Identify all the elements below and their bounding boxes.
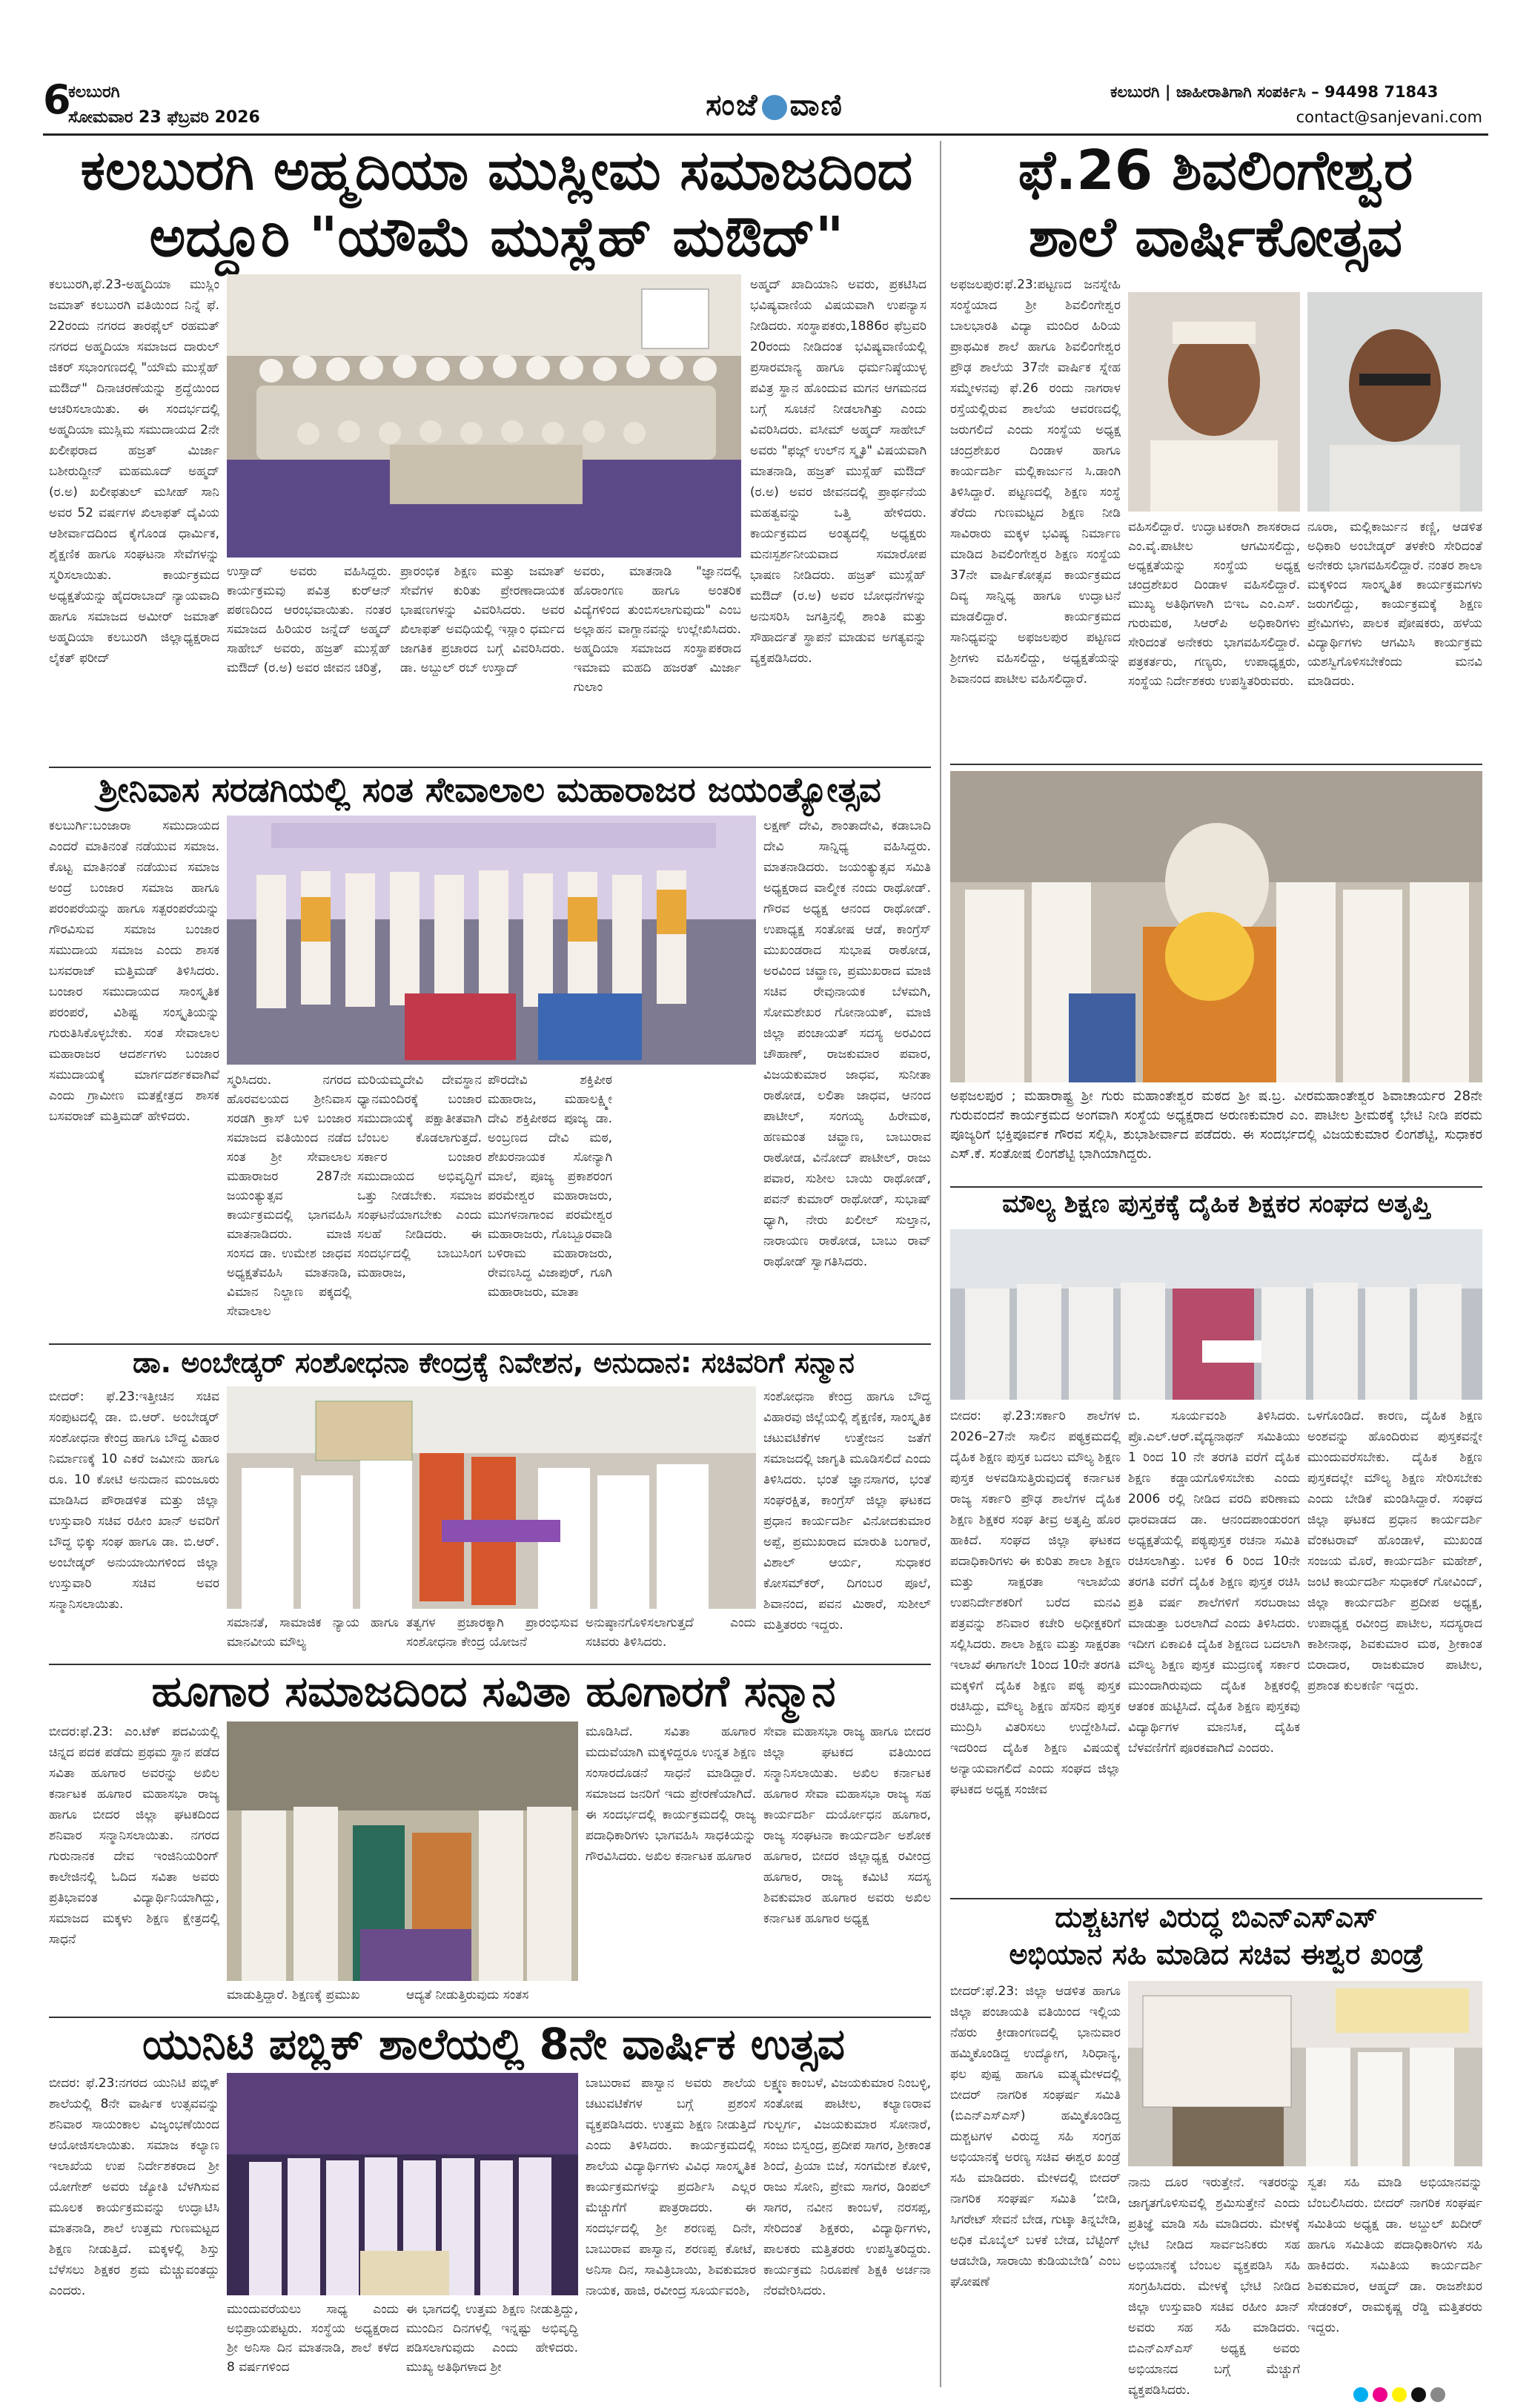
- divider: [49, 1343, 931, 1345]
- story2-headline: ಶ್ರೀನಿವಾಸ ಸರಡಗಿಯಲ್ಲಿ ಸಂತ ಸೇವಾಲಾಲ ಮಹಾರಾಜರ ಜಯಂತ್ಯೋತ್ಸವ: [99, 770, 881, 810]
- story3-caption-col2: ತತ್ವಗಳ ಪ್ರಚಾರಕ್ಕಾಗಿ ಪ್ರಾರಂಭಿಸುವ ಸಂಶೋಧನಾ ಕೇಂದ್ರ ಯೋಜನೆ: [406, 1615, 578, 1650]
- story6-headline-line1: ಫೆ.26 ಶಿವಲಿಂಗೇಶ್ವರ: [1018, 139, 1413, 202]
- masthead-logo-icon: [762, 95, 787, 120]
- story4-col1: ಬೀದರ:ಫೆ.23: ಎಂ.ಟೆಕ್ ಪದವಿಯಲ್ಲಿ ಚಿನ್ನದ ಪದಕ ಪಡೆದು ಪ್ರಥಮ ಸ್ಥಾನ ಪಡೆದ ಸವಿತಾ ಹೂಗಾರ ಅವರನ್ನು ಅಖಿಲ ಕರ್ನಾಟಕ ಹೂಗಾರ ಮಹಾಸಭಾ ರಾಜ್ಯ ಹಾಗೂ ಬೀದರ ಜಿಲ್ಲಾ ಘಟಕದಿಂದ ಶನಿವಾರ ಸನ್ಮಾನಿಸಲಾಯಿತು. ನಗರದ ಗುರುನಾನಕ ದೇವ ಇಂಜಿನಿಯರಿಂಗ್ ಕಾಲೇಜಿನಲ್ಲಿ ಓದಿದ ಸವಿತಾ ಅವರು ಪ್ರತಿಭಾವಂತ ವಿದ್ಯಾರ್ಥಿನಿಯಾಗಿದ್ದು, ಸಮಾಜದ ಮಕ್ಕಳು ಶಿಕ್ಷಣ ಕ್ಷೇತ್ರದಲ್ಲಿ ಸಾಧನೆ: [49, 1724, 219, 1947]
- story2-col3: ಮರಿಯಮ್ಮದೇವಿ ದೇವಸ್ಥಾನ ಧ್ಯಾನಮಂದಿರಕ್ಕೆ ಬಂಜಾರ ಸಮುದಾಯಕ್ಕೆ ಪಕ್ಷಾತೀತವಾಗಿ ಬೆಂಬಲ ಕೊಡಲಾಗುತ್ತದೆ. ಸರ್ಕಾರ ಬಂಜಾರ ಸಮುದಾಯದ ಅಭಿವೃದ್ಧಿಗೆ ಒತ್ತು ನೀಡಬೇಕು. ಸಮಾಜ ಸಂಘಟನೆಯಾಗಬೇಕು ಎಂದು ಸಲಹೆ ನೀಡಿದರು. ಈ ಸಂದರ್ಭದಲ್ಲಿ ಬಾಬುಸಿಂಗ ಮಹಾರಾಜ,: [357, 1073, 482, 1280]
- story1-caption-col3: ಅವರು, ಮಾತನಾಡಿ "ಜ್ಞಾನದಲ್ಲಿ ಹೊರಾಂಗಣ ಹಾಗೂ ಅಂತರಿಕ ವಿದ್ಯೆಗಳಿಂದ ತುಂಬಿಸಲಾಗುವುದು" ಎಂಬ ಅಲ್ಲಾಹನ ವಾಗ್ದಾನವನ್ನು ಉಲ್ಲೇಖಿಸಿದರು. ಅಹ್ಮದಿಯಾ ಸಮಾಜದ ಸಂಸ್ಥಾಪಕರಾದ ಇಮಾಮ ಮಹದಿ ಹಜರತ್ ಮಿರ್ಜಾ ಗುಲಾಂ: [574, 564, 741, 695]
- story3-caption-col3: ಅನುಷ್ಠಾನಗೊಳಿಸಲಾಗುತ್ತದೆ ಎಂದು ಸಚಿವರು ತಿಳಿಸಿದರು.: [586, 1615, 756, 1650]
- header-city: ಕಲಬುರಗಿ: [68, 83, 120, 102]
- story6-headline-line2: ಶಾಲೆ ವಾರ್ಷಿಕೋತ್ಸವ: [1028, 205, 1403, 269]
- story5-col1: ಬೀದರ: ಫೆ.23:ನಗರದ ಯುನಿಟಿ ಪಬ್ಲಿಕ್ ಶಾಲೆಯಲ್ಲಿ 8ನೇ ವಾರ್ಷಿಕ ಉತ್ಸವವನ್ನು ಶನಿವಾರ ಸಾಯಂಕಾಲ ವಿಜೃಂಭಣೆಯಿಂದ ಆಯೋಜಿಸಲಾಯಿತು. ಸಮಾಜ ಕಲ್ಯಾಣ ಇಲಾಖೆಯ ಉಪ ನಿರ್ದೇಶಕರಾದ ಶ್ರೀ ಯೋಗೇಶ್ ಅವರು ಜ್ಯೋತಿ ಬೆಳಗಿಸುವ ಮೂಲಕ ಕಾರ್ಯಕ್ರಮವನ್ನು ಉದ್ಘಾಟಿಸಿ ಮಾತನಾಡಿ, ಶಾಲೆ ಉತ್ತಮ ಗುಣಮಟ್ಟದ ಶಿಕ್ಷಣ ನೀಡುತ್ತಿದೆ. ಮಕ್ಕಳಲ್ಲಿ ಶಿಸ್ತು ಬೆಳೆಸಲು ಶಿಕ್ಷಕರ ಶ್ರಮ ಮೆಚ್ಚುವಂತದ್ದು ಎಂದರು.: [49, 2076, 219, 2298]
- story1-caption-col1: ಉಸ್ತಾದ್ ಅವರು ವಹಿಸಿದ್ದರು. ಕಾರ್ಯಕ್ರಮವು ಪವಿತ್ರ ಕುರ್‌ಆನ್ ಪಠಣದಿಂದ ಆರಂಭವಾಯಿತು. ನಂತರ ಸಮಾಜದ ಹಿರಿಯರ ಜನ್ನೆದ್ ಅಹ್ಮದ್ ಸಾಹೇಬ್ ಅವರು, ಹಜ್ರತ್ ಮುಸ್ಲೆಹ್ ಮಔದ್ (ರ.ಅ) ಅವರ ಜೀವನ ಚರಿತ್ರೆ,: [227, 564, 391, 675]
- story8-photo: [1128, 1981, 1482, 2166]
- divider: [49, 2017, 931, 2018]
- story2-col4: ಪೌರದೇವಿ ಶಕ್ತಿಪೀಠ ಮಹಾರಾಜ, ಮಹಾಲಕ್ಷ್ಮೀ ದೇವಿ ಶಕ್ತಿಪೀಠದ ಪೂಜ್ಯ ಡಾ. ಅಂಬ್ರಣದ ದೇವಿ ಮಠ, ಶೇಖರನಾಯಕ ಸೋನ್ಯಾಗಿ ಮಾಲೆ, ಪೂಜ್ಯ ಪ್ರಕಾಶರಂಗ ಪರಮೇಶ್ವರ ಮಹಾರಾಜರು, ಮುಗಳನಾಗಾಂವ ಪರಮೇಶ್ವರ ಮಹಾರಾಜರು, ಗೊಬ್ಬೂರವಾಡಿ ಬಳಿರಾಮ ಮಹಾರಾಜರು, ರೇವಣಸಿದ್ಧ ವಿಜಾಪುರ್, ಗೂಗಿ ಮಹಾರಾಜರು, ಮಾತಾ: [488, 1073, 612, 1300]
- header-date: ಸೋಮವಾರ 23 ಫೆಬ್ರವರಿ 2026: [68, 108, 260, 127]
- header-rule: [43, 133, 1488, 136]
- story3-caption-col1: ಸಮಾನತೆ, ಸಾಮಾಜಿಕ ನ್ಯಾಯ ಹಾಗೂ ಮಾನವೀಯ ಮೌಲ್ಯ: [227, 1615, 399, 1650]
- divider: [950, 764, 1482, 765]
- grey-dot: [1430, 2387, 1445, 2402]
- story6-col3: ನೂರಾ, ಮಲ್ಲಿಕಾರ್ಜುನ ಕಣ್ಣಿ, ಆಡಳಿತ ಅಧಿಕಾರಿ ಅಂಬೇಡ್ಕರ್ ತಳಕೇರಿ ಸೇರಿದಂತೆ ಅನೇಕರು ಭಾಗವಹಿಸಲಿದ್ದಾರೆ. ನಂತರ ಶಾಲಾ ಮಕ್ಕಳಿಂದ ಸಾಂಸ್ಕೃತಿಕ ಕಾರ್ಯಕ್ರಮಗಳು ಜರುಗಲಿದ್ದು, ಕಾರ್ಯಕ್ರಮಕ್ಕೆ ಶಿಕ್ಷಣ ಪ್ರೇಮಿಗಳು, ಪಾಲಕ ಪೋಷಕರು, ಹಳೆಯ ವಿದ್ಯಾರ್ಥಿಗಳು ಆಗಮಿಸಿ ಕಾರ್ಯಕ್ರಮ ಯಶಸ್ವಿಗೊಳಿಸಬೇಕೆಂದು ಮನವಿ ಮಾಡಿದರು.: [1307, 520, 1482, 689]
- divider: [49, 767, 931, 768]
- story3-col1: ಬೀದರ್: ಫೆ.23:ಇತ್ತೀಚಿನ ಸಚಿವ ಸಂಪುಟದಲ್ಲಿ ಡಾ. ಬಿ.ಆರ್. ಅಂಬೇಡ್ಕರ್ ಸಂಶೋಧನಾ ಕೇಂದ್ರ ಹಾಗೂ ಬೌದ್ಧ ವಿಹಾರ ನಿರ್ಮಾಣಕ್ಕೆ 10 ಎಕರೆ ಜಮೀನು ಹಾಗೂ ರೂ. 10 ಕೋಟಿ ಅನುದಾನ ಮಂಜೂರು ಮಾಡಿಸಿದ ಪೌರಾಡಳಿತ ಮತ್ತು ಜಿಲ್ಲಾ ಉಸ್ತುವಾರಿ ಸಚಿವ ರಹೀಂ ಖಾನ್ ಅವರಿಗೆ ಬೌದ್ಧ ಭಿಕ್ಕು ಸಂಘ ಹಾಗೂ ಡಾ. ಬಿ.ಆರ್. ಅಂಬೇಡ್ಕರ್ ಅನುಯಾಯಿಗಳಿಂದ ಜಿಲ್ಲಾ ಉಸ್ತುವಾರಿ ಸಚಿವ ಅವರ ಸನ್ಮಾನಿಸಲಾಯಿತು.: [49, 1389, 219, 1612]
- masthead-right: ವಾಣಿ: [789, 87, 843, 122]
- story3-headline: ಡಾ. ಅಂಬೇಡ್ಕರ್ ಸಂಶೋಧನಾ ಕೇಂದ್ರಕ್ಕೆ ನಿವೇಶನ, ಅನುದಾನ: ಸಚಿವರಿಗೆ ಸನ್ಮಾನ: [133, 1346, 855, 1379]
- story4-headline: ಹೂಗಾರ ಸಮಾಜದಿಂದ ಸವಿತಾ ಹೂಗಾರಗೆ ಸನ್ಮಾನ: [151, 1666, 836, 1716]
- story5-col3: ಬಾಬುರಾವ ಪಾಸ್ವಾನ ಅವರು ಶಾಲೆಯ ಚಟುವಟಿಕೆಗಳ ಬಗ್ಗೆ ಪ್ರಶಂಸೆ ವ್ಯಕ್ತಪಡಿಸಿದರು. ಉತ್ತಮ ಶಿಕ್ಷಣ ನೀಡುತ್ತಿದೆ ಎಂದು ತಿಳಿಸಿದರು. ಕಾರ್ಯಕ್ರಮದಲ್ಲಿ ಶಾಲೆಯ ವಿದ್ಯಾರ್ಥಿಗಳು ವಿವಿಧ ಸಾಂಸ್ಕೃತಿಕ ಕಾರ್ಯಕ್ರಮಗಳನ್ನು ಪ್ರದರ್ಶಿಸಿ ಎಲ್ಲರ ಮೆಚ್ಚುಗೆಗೆ ಪಾತ್ರರಾದರು. ಈ ಸಂದರ್ಭದಲ್ಲಿ ಶ್ರೀ ಶರಣಪ್ಪ ದಿನೇ, ಬಾಬುರಾವ ಪಾಸ್ವಾನ, ಶರಣಪ್ಪ ಕೋಟೆ, ಅನಿಸಾ ದಿನ, ಸಾವಿತ್ರಿಬಾಯಿ, ಶಿವಕುಮಾರ ನಾಯಕ, ಹಾಜಿ, ರವೀಂದ್ರ ಸೂರ್ಯವಂಶಿ,: [586, 2076, 756, 2298]
- story7-col1: ಬೀದರ: ಫೆ.23:ಸರ್ಕಾರಿ ಶಾಲೆಗಳ 2026–27ನೇ ಸಾಲಿನ ಪಠ್ಯಕ್ರಮದಲ್ಲಿ ದೈಹಿಕ ಶಿಕ್ಷಣ ಪುಸ್ತಕ ಬದಲು ಮೌಲ್ಯ ಶಿಕ್ಷಣ ಪುಸ್ತಕ ಅಳವಡಿಸುತ್ತಿರುವುದಕ್ಕೆ ಕರ್ನಾಟಕ ರಾಜ್ಯ ಸರ್ಕಾರಿ ಪ್ರೌಢ ಶಾಲೆಗಳ ದೈಹಿಕ ಶಿಕ್ಷಣ ಶಿಕ್ಷಕರ ಸಂಘ ತೀವ್ರ ಅತೃಪ್ತಿ ಹೊರ ಹಾಕಿದೆ. ಸಂಘದ ಜಿಲ್ಲಾ ಘಟಕದ ಪದಾಧಿಕಾರಿಗಳು ಈ ಕುರಿತು ಶಾಲಾ ಶಿಕ್ಷಣ ಮತ್ತು ಸಾಕ್ಷರತಾ ಇಲಾಖೆಯ ಉಪನಿರ್ದೇಶಕರಿಗೆ ಬರೆದ ಮನವಿ ಪತ್ರವನ್ನು ಶನಿವಾರ ಕಚೇರಿ ಅಧೀಕ್ಷಕರಿಗೆ ಸಲ್ಲಿಸಿದರು. ಶಾಲಾ ಶಿಕ್ಷಣ ಮತ್ತು ಸಾಕ್ಷರತಾ ಇಲಾಖೆ ಈಗಾಗಲೇ 1ರಿಂದ 10ನೇ ತರಗತಿ ಮಕ್ಕಳಿಗೆ ದೈಹಿಕ ಶಿಕ್ಷಣ ಪಠ್ಯ ಪುಸ್ತಕ ರಚಿಸಿದ್ದು, ಮೌಲ್ಯ ಶಿಕ್ಷಣ ಹೆಸರಿನ ಪುಸ್ತಕ ಮುದ್ರಿಸಿ ವಿತರಿಸಲು ಉದ್ದೇಶಿಸಿದೆ. ಇದರಿಂದ ದೈಹಿಕ ಶಿಕ್ಷಣ ವಿಷಯಕ್ಕೆ ಅನ್ಯಾಯವಾಗಲಿದೆ ಎಂದು ಸಂಘದ ಜಿಲ್ಲಾ ಘಟಕದ ಅಧ್ಯಕ್ಷ ಸಂಜೀವ: [950, 1409, 1121, 1797]
- story1-col-right: ಅಹ್ಮದ್ ಖಾದಿಯಾನಿ ಅವರು, ಪ್ರಕಟಿಸಿದ ಭವಿಷ್ಯವಾಣಿಯ ವಿಷಯವಾಗಿ ಉಪನ್ಯಾಸ ನೀಡಿದರು. ಸಂಸ್ಥಾಪಕರು,1886ರ ಫೆಬ್ರವರಿ 20ರಂದು ನೀಡಿದಂತ ಭವಿಷ್ಯವಾಣಿಯಲ್ಲಿ ಪ್ರಸಾರಮಾನ್ಯ ಹಾಗೂ ಧರ್ಮನಿಷ್ಠೆಯುಳ್ಳ ಪವಿತ್ರ ಸ್ಥಾನ ಹೊಂದುವ ಮಗನ ಆಗಮನದ ಬಗ್ಗೆ ಸೂಚನೆ ನೀಡಲಾಗಿತ್ತು ಎಂದು ವಿವರಿಸಿದರು. ವಸೀಮ್ ಅಹ್ಮದ್ ಸಾಹೇಬ್ ಅವರು "ಫಜ್ಲ್ ಉಲ್‌ನ ಸ್ಮೃತಿ" ವಿಷಯವಾಗಿ ಮಾತನಾಡಿ, ಹಜ್ರತ್ ಮುಸ್ಲೆಹ್ ಮಔದ್ (ರ.ಅ) ಅವರ ಜೀವನದಲ್ಲಿ ಪ್ರಾರ್ಥನೆಯ ಮಹತ್ವವನ್ನು ಒತ್ತಿ ಹೇಳಿದರು. ಕಾರ್ಯಕ್ರಮದ ಅಂತ್ಯದಲ್ಲಿ ಅಧ್ಯಕ್ಷರು ಮನಃಸ್ಪರ್ಶನೀಯವಾದ ಸಮಾರೋಪ ಭಾಷಣ ನೀಡಿದರು. ಹಜ್ರತ್ ಮುಸ್ಲೆಹ್ ಮಔದ್ (ರ.ಅ) ಅವರ ಬೋಧನೆಗಳನ್ನು ಅನುಸರಿಸಿ ಜಗತ್ತಿನಲ್ಲಿ ಶಾಂತಿ ಮತ್ತು ಸೌಹಾರ್ದತೆ ಸ್ಥಾಪನೆ ಮಾಡುವ ಅಗತ್ಯವನ್ನು ವ್ಯಕ್ತಪಡಿಸಿದರು.: [750, 277, 926, 666]
- masthead-left: ಸಂಜೆ: [706, 87, 759, 122]
- black-dot: [1411, 2387, 1426, 2402]
- story6-col1: ಅಫಜಲಪುರ:ಫೆ.23:ಪಟ್ಟಣದ ಜನಸ್ನೇಹಿ ಸಂಸ್ಥೆಯಾದ ಶ್ರೀ ಶಿವಲಿಂಗೇಶ್ವರ ಬಾಲಭಾರತಿ ವಿದ್ಯಾ ಮಂದಿರ ಹಿರಿಯ ಪ್ರಾಥಮಿಕ ಶಾಲೆ ಹಾಗೂ ಶಿವಲಿಂಗೇಶ್ವರ ಪ್ರೌಢ ಶಾಲೆಯ 37ನೇ ವಾರ್ಷಿಕ ಸ್ನೇಹ ಸಮ್ಮೇಳನವು ಫೆ.26 ರಂದು ನಾಗರಾಳ ರಸ್ತೆಯಲ್ಲಿರುವ ಶಾಲೆಯ ಆವರಣದಲ್ಲಿ ಜರುಗಲಿದೆ ಎಂದು ಸಂಸ್ಥೆಯ ಅಧ್ಯಕ್ಷ ಚಂದ್ರಶೇಖರ ದಿಂಡಾಳ ಹಾಗೂ ಕಾರ್ಯದರ್ಶಿ ಮಲ್ಲಿಕಾರ್ಜುನ ಸಿ.ಡಾಂಗಿ ತಿಳಿಸಿದ್ದಾರೆ. ಪಟ್ಟಣದಲ್ಲಿ ಶಿಕ್ಷಣ ಸಂಸ್ಥೆ ತೆರೆದು ಗುಣಮಟ್ಟದ ಶಿಕ್ಷಣ ನೀಡಿ ಸಾವಿರಾರು ಮಕ್ಕಳ ಭವಿಷ್ಯ ನಿರ್ಮಾಣ ಮಾಡಿದ ಶಿವಲಿಂಗೇಶ್ವರ ಶಿಕ್ಷಣ ಸಂಸ್ಥೆಯ 37ನೇ ವಾರ್ಷಿಕೋತ್ಸವ ಕಾರ್ಯಕ್ರಮದ ದಿವ್ಯ ಸಾನ್ನಿಧ್ಯ ಹಾಗೂ ಉದ್ಘಾಟನೆ ಮಾಡಲಿದ್ದಾರೆ. ಕಾರ್ಯಕ್ರಮದ ಸಾನಿಧ್ಯವನ್ನು ಅಫಜಲಪುರ ಪಟ್ಟಣದ ಶ್ರೀಗಳು ವಹಿಸಲಿದ್ದು, ಅಧ್ಯಕ್ಷತೆಯನ್ನು ಶಿವಾನಂದ ಪಾಟೀಲ ವಹಿಸಲಿದ್ದಾರೆ.: [950, 277, 1121, 687]
- story6-portrait1: [1128, 292, 1300, 512]
- masthead: [671, 83, 878, 128]
- story7-headline: ಮೌಲ್ಯ ಶಿಕ್ಷಣ ಪುಸ್ತಕಕ್ಕೆ ದೈಹಿಕ ಶಿಕ್ಷಕರ ಸಂಘದ ಅತೃಪ್ತಿ: [1002, 1189, 1430, 1219]
- story5-caption-col1: ಮುಂದುವರೆಯಲು ಸಾಧ್ಯ ಎಂದು ಅಭಿಪ್ರಾಯಪಟ್ಟರು. ಸಂಸ್ಥೆಯ ಅಧ್ಯಕ್ಷರಾದ ಶ್ರೀ ಅನಿಸಾ ದಿನ ಮಾತನಾಡಿ, ಶಾಲೆ ಕಳೆದ 8 ವರ್ಷಗಳಿಂದ: [227, 2302, 399, 2375]
- story1-col1: ಕಲಬುರಗಿ,ಫೆ.23-ಅಹ್ಮದಿಯಾ ಮುಸ್ಲಿಂ ಜಮಾತ್ ಕಲಬುರಗಿ ವತಿಯಿಂದ ನಿನ್ನೆ ಫೆ. 22ರಂದು ನಗರದ ತಾರಫೈಲ್ ರಹಮತ್ ನಗರದ ಅಹ್ಮದಿಯಾ ಸಮಾಜದ ದಾರುಲ್ ಜಿಕರ್ ಸಭಾಂಗಣದಲ್ಲಿ "ಯೌಮೆ ಮುಸ್ಲೆಹ್ ಮಔದ್" ದಿನಾಚರಣೆಯನ್ನು ಶ್ರದ್ಧೆಯಿಂದ ಆಚರಿಸಲಾಯಿತು. ಈ ಸಂದರ್ಭದಲ್ಲಿ ಅಹ್ಮದಿಯಾ ಮುಸ್ಲಿಮ ಸಮುದಾಯದ 2ನೇ ಖಲೀಫರಾದ ಹಜ್ರತ್ ಮಿರ್ಜಾ ಬಶೀರುದ್ದೀನ್ ಮಹಮೂದ್ ಅಹ್ಮದ್ (ರ.ಅ) ಖಲೀಫತುಲ್ ಮಸೀಹ್ ಸಾನಿ ಅವರ 52 ವರ್ಷಗಳ ಖಿಲಾಫತ್ ದೈವಿಯ ಆಶೀರ್ವಾದದಿಂದ ಕೈಗೊಂಡ ಧಾರ್ಮಿಕ, ಶೈಕ್ಷಣಿಕ ಹಾಗೂ ಸಂಘಟನಾ ಸೇವೆಗಳನ್ನು ಸ್ಮರಿಸಲಾಯಿತು. ಕಾರ್ಯಕ್ರಮದ ಅಧ್ಯಕ್ಷತೆಯನ್ನು ಹೈದರಾಬಾದ್ ನ್ಯಾಯವಾದಿ ಹಾಗೂ ಸಮಾಜದ ಅಮೀರ್ ಜಮಾತ್ ಅಹ್ಮದಿಯಾ ಕಲಬುರಗಿ ಜಿಲ್ಲಾಧ್ಯಕ್ಷರಾದ ಲೈಕತ್ ಫರೀದ್: [49, 277, 219, 666]
- magenta-dot: [1373, 2387, 1387, 2402]
- story8-col3: ಸ್ವತಃ ಸಹಿ ಮಾಡಿ ಅಭಿಯಾನವನ್ನು ಬೆಂಬಲಿಸಿದರು. ಬೀದರ್ ನಾಗರಿಕ ಸಂಘರ್ಷ ಸಮಿತಿಯ ಅಧ್ಯಕ್ಷ ಡಾ. ಅಬ್ದುಲ್ ಖದೀರ್ ಹಾಗೂ ಸಮಿತಿಯ ಪದಾಧಿಕಾರಿಗಳು ಸಹಿ ಹಾಕಿದರು. ಸಮಿತಿಯ ಕಾರ್ಯದರ್ಶಿ ಶಿವಕುಮಾರ, ಆಹ್ಮದ್ ಡಾ. ರಾಜಶೇಖರ ಸೇಡಂಕರ್, ರಾಮಕೃಷ್ಣ ರೆಡ್ಡಿ ಮತ್ತಿತರರು ಇದ್ದರು.: [1307, 2175, 1482, 2335]
- right-photo-guru: [950, 771, 1482, 1082]
- story5-photo: [227, 2073, 578, 2295]
- page-number: 6: [43, 76, 71, 123]
- column-divider: [940, 141, 941, 2387]
- divider: [950, 1186, 1482, 1188]
- story6-col2: ವಹಿಸಲಿದ್ದಾರೆ. ಉದ್ಘಾಟಕರಾಗಿ ಶಾಸಕರಾದ ಎಂ.ವೈ.ಪಾಟೀಲ ಆಗಮಿಸಲಿದ್ದು, ಅಧ್ಯಕ್ಷತೆಯನ್ನು ಸಂಸ್ಥೆಯ ಅಧ್ಯಕ್ಷ ಚಂದ್ರಶೇಖರ ದಿಂಡಾಳ ವಹಿಸಲಿದ್ದಾರೆ. ಮುಖ್ಯ ಅತಿಥಿಗಳಾಗಿ ಬಿಇಒ ಎಂ.ಎಸ್. ಗುರುಮಠ, ಸಿಆರ್‌ಪಿ ಅಧಿಕಾರಿಗಳು ಸೇರಿದಂತೆ ಅನೇಕರು ಭಾಗವಹಿಸಲಿದ್ದಾರೆ. ಪತ್ರಕರ್ತರು, ಗಣ್ಯರು, ಉಪಾಧ್ಯಕ್ಷರು, ಸಂಸ್ಥೆಯ ನಿರ್ದೇಶಕರು ಉಪಸ್ಥಿತರಿರುವರು.: [1128, 520, 1300, 689]
- yellow-dot: [1392, 2387, 1407, 2402]
- story3-photo: [227, 1386, 756, 1609]
- story2-col2: ಸ್ಮರಿಸಿದರು. ನಗರದ ಹೊರವಲಯದ ಶ್ರೀನಿವಾಸ ಸರಡಗಿ ಕ್ರಾಸ್ ಬಳಿ ಬಂಜಾರ ಸಮಾಜದ ವತಿಯಿಂದ ನಡೆದ ಸಂತ ಶ್ರೀ ಸೇವಾಲಾಲ ಮಹಾರಾಜರ 287ನೇ ಜಯಂತ್ಯುತ್ಸವ ಕಾರ್ಯಕ್ರಮದಲ್ಲಿ ಭಾಗವಹಿಸಿ ಮಾತನಾಡಿದರು. ಮಾಜಿ ಸಂಸದ ಡಾ. ಉಮೇಶ ಜಾಧವ ಅಧ್ಯಕ್ಷತೆವಹಿಸಿ ಮಾತನಾಡಿ, ವಿಮಾನ ನಿಲ್ದಾಣ ಪಕ್ಕದಲ್ಲಿ ಸೇವಾಲಾಲ: [227, 1073, 351, 1319]
- divider: [950, 1898, 1482, 1899]
- story8-col2: ನಾನು ದೂರ ಇರುತ್ತೇನೆ. ಇತರರನ್ನು ಜಾಗೃತಗೊಳಿಸುವಲ್ಲಿ ಶ್ರಮಿಸುತ್ತೇನೆ ಎಂದು ಪ್ರತಿಜ್ಞೆ ಮಾಡಿ ಸಹಿ ಮಾಡಿದರು. ಮೇಳಕ್ಕೆ ಭೇಟಿ ನೀಡಿದ ಸಾರ್ವಜನಿಕರು ಸಹ ಅಭಿಯಾನಕ್ಕೆ ಬೆಂಬಲ ವ್ಯಕ್ತಪಡಿಸಿ ಸಹಿ ಸಂಗ್ರಹಿಸಿದರು. ಮೇಳಕ್ಕೆ ಭೇಟಿ ನೀಡಿದ ಜಿಲ್ಲಾ ಉಸ್ತುವಾರಿ ಸಚಿವ ರಹೀಂ ಖಾನ್ ಅವರು ಸಹ ಸಹಿ ಮಾಡಿದರು. ಬಿಎನ್‌ಎಸ್‌ಎಸ್ ಅಧ್ಯಕ್ಷ ಅವರು ಅಭಿಯಾನದ ಬಗ್ಗೆ ಮೆಚ್ಚುಗೆ ವ್ಯಕ್ತಪಡಿಸಿದರು.: [1128, 2175, 1300, 2398]
- story1-caption-col2: ಪ್ರಾರಂಭಿಕ ಶಿಕ್ಷಣ ಮತ್ತು ಜಮಾತ್ ಸೇವೆಗಳ ಕುರಿತು ಪ್ರೇರಣಾದಾಯಕ ಭಾಷಣಗಳನ್ನು ವಿವರಿಸಿದರು. ಅವರ ಖಿಲಾಫತ್ ಅವಧಿಯಲ್ಲಿ ಇಸ್ಲಾಂ ಧರ್ಮದ ಜಾಗತಿಕ ಪ್ರಚಾರದ ಬಗ್ಗೆ ವಿವರಿಸಿದರು. ಡಾ. ಅಬ್ದುಲ್ ರಬ್ ಉಸ್ತಾದ್: [400, 564, 565, 675]
- divider: [49, 1664, 931, 1665]
- story8-col1: ಬೀದರ್:ಫೆ.23: ಜಿಲ್ಲಾ ಆಡಳಿತ ಹಾಗೂ ಜಿಲ್ಲಾ ಪಂಚಾಯತಿ ವತಿಯಿಂದ ಇಲ್ಲಿಯ ನೆಹರು ಕ್ರೀಡಾಂಗಣದಲ್ಲಿ ಭಾನುವಾರ ಹಮ್ಮಿಕೊಂಡಿದ್ದ ಉದ್ಯೋಗ, ಸಿರಿಧಾನ್ಯ, ಫಲ ಪುಷ್ಪ ಹಾಗೂ ಮತ್ಸ್ಯಮೇಳದಲ್ಲಿ ಬೀದರ್ ನಾಗರಿಕ ಸಂಘರ್ಷ ಸಮಿತಿ (ಬಿಎನ್‌ಎಸ್‌ಎಸ್) ಹಮ್ಮಿಕೊಂಡಿದ್ದ ದುಶ್ಚಟಗಳ ವಿರುದ್ಧ ಸಹಿ ಸಂಗ್ರಹ ಅಭಿಯಾನಕ್ಕೆ ಅರಣ್ಯ ಸಚಿವ ಈಶ್ವರ ಖಂಡ್ರೆ ಸಹಿ ಮಾಡಿದರು. ಮೇಳದಲ್ಲಿ ಬೀದರ್ ನಾಗರಿಕ ಸಂಘರ್ಷ ಸಮಿತಿ ‘ಬೀಡಿ, ಸಿಗರೇಟ್ ಸೇವನೆ ಬೇಡ, ಗುಟ್ಕಾ ತಿನ್ನಬೇಡಿ, ಅಧಿಕ ಮೊಬೈಲ್ ಬಳಕೆ ಬೇಡ, ಬೆಟ್ಟಿಂಗ್ ಆಡಬೇಡಿ, ಸಾರಾಯಿ ಕುಡಿಯಬೇಡಿ’ ಎಂಬ ಘೋಷಣೆ: [950, 1984, 1121, 2289]
- story7-col3: ಒಳಗೊಂಡಿದೆ. ಕಾರಣ, ದೈಹಿಕ ಶಿಕ್ಷಣ ಅಂಶವನ್ನು ಹೊಂದಿರುವ ಪುಸ್ತಕವನ್ನೇ ಮುಂದುವರೆಸಬೇಕು. ದೈಹಿಕ ಶಿಕ್ಷಣ ಪುಸ್ತಕದಲ್ಲೇ ಮೌಲ್ಯ ಶಿಕ್ಷಣ ಸೇರಿಸಬೇಕು ಎಂದು ಬೇಡಿಕೆ ಮಂಡಿಸಿದ್ದಾರೆ. ಸಂಘದ ಜಿಲ್ಲಾ ಘಟಕದ ಪ್ರಧಾನ ಕಾರ್ಯದರ್ಶಿ ವೆಂಕಟರಾವ್ ಹೊಂಡಾಳೆ, ಮುಖಂಡ ಸಂಜಯ ಮೊರೆ, ಕಾರ್ಯದರ್ಶಿ ಮಹೇಶ್, ಜಂಟಿ ಕಾರ್ಯದರ್ಶಿ ಸುಧಾಕರ್ ಗೋವಿಂದ್, ಜಿಲ್ಲಾ ಕಾರ್ಯದರ್ಶಿ ಪ್ರದೀಪ ಅಧ್ಯಕ್ಷ, ಉಪಾಧ್ಯಕ್ಷ ರವೀಂದ್ರ ಪಾಟೀಲ, ಸದಸ್ಯರಾದ ಕಾಶೀನಾಥ, ಶಿವಕುಮಾರ ಮಠ, ಶ್ರೀಕಾಂತ ಬಿರಾದಾರ, ರಾಜಕುಮಾರ ಪಾಟೀಲ, ಪ್ರಶಾಂತ ಕುಲಕರ್ಣಿ ಇದ್ದರು.: [1307, 1409, 1482, 1693]
- story8-headline-line2: ಅಭಿಯಾನ ಸಹಿ ಮಾಡಿದ ಸಚಿವ ಈಶ್ವರ ಖಂಡ್ರೆ: [1009, 1938, 1424, 1971]
- story6-portrait2: [1307, 292, 1482, 512]
- story4-caption-col2: ಆದ್ಯತೆ ನೀಡುತ್ತಿರುವುದು ಸಂತಸ: [406, 1988, 529, 2002]
- story7-photo: [950, 1229, 1482, 1400]
- story4-photo: [227, 1721, 578, 1981]
- story2-photo: [227, 816, 756, 1065]
- registration-marks: [1353, 2387, 1450, 2405]
- story5-headline: ಯುನಿಟಿ ಪಬ್ಲಿಕ್ ಶಾಲೆಯಲ್ಲಿ 8ನೇ ವಾರ್ಷಿಕ ಉತ್ಸವ: [142, 2019, 846, 2069]
- cyan-dot: [1353, 2387, 1368, 2402]
- story5-col4: ಲಕ್ಷ್ಮಣ ಕಾಂಬಳೆ, ವಿಜಯಕುಮಾರ ನಿಂಬಳ್ಳಿ, ಸಂತೋಷ ಪಾಟೀಲ, ಕಲ್ಯಾಣರಾವ ಗುಲ್ಬರ್ಗ, ವಿಜಯಕುಮಾರ ಸೋನಾರೆ, ಸಂಜು ಬಿಸ್ವಂದ್ರ, ಪ್ರದೀಪ ಸಾಗರ, ಶ್ರೀಕಾಂತ ಶಿಂದೆ, ಪ್ರಿಯಾ ಬಿಜೆ, ಸಂಗಮೇಶ ಕೋಳಿ, ರಾಜು ಸೋನಿ, ಪ್ರೇಮ ಸಾಗರ, ಡಿಂಪಲ್ ಸಾಗರ, ನವೀನ ಕಾಂಬಳೆ, ನರಸಪ್ಪ, ಸೇರಿದಂತೆ ಶಿಕ್ಷಕರು, ವಿದ್ಯಾರ್ಥಿಗಳು, ಪಾಲಕರು ಮತ್ತಿತರರು ಉಪಸ್ಥಿತರಿದ್ದರು. ಕಾರ್ಯಕ್ರಮ ನಿರೂಪಣೆ ಶಿಕ್ಷಕಿ ಅರ್ಚನಾ ನೆರವೇರಿಸಿದರು.: [763, 2076, 931, 2298]
- story4-col4: ಸೇವಾ ಮಹಾಸಭಾ ರಾಜ್ಯ ಹಾಗೂ ಬೀದರ ಜಿಲ್ಲಾ ಘಟಕದ ವತಿಯಿಂದ ಸನ್ಮಾನಿಸಲಾಯಿತು. ಅಖಿಲ ಕರ್ನಾಟಕ ಹೂಗಾರ ಸೇವಾ ಮಹಾಸಭಾ ರಾಜ್ಯ ಸಹ ಕಾರ್ಯದರ್ಶಿ ದುರ್ಯೋಧನ ಹೂಗಾರ, ರಾಜ್ಯ ಸಂಘಟನಾ ಕಾರ್ಯದರ್ಶಿ ಅಶೋಕ ಹೂಗಾರ, ಬೀದರ ಜಿಲ್ಲಾಧ್ಯಕ್ಷ ರವೀಂದ್ರ ಹೂಗಾರ, ರಾಜ್ಯ ಕಮಿಟಿ ಸದಸ್ಯ ಶಿವಕುಮಾರ ಹೂಗಾರ ಅವರು ಅಖಿಲ ಕರ್ನಾಟಕ ಹೂಗಾರ ಅಧ್ಯಕ್ಷ: [763, 1724, 931, 1926]
- story8-headline-line1: ದುಶ್ಚಟಗಳ ವಿರುದ್ಧ ಬಿಎನ್‌ಎಸ್‌ಎಸ್: [1055, 1901, 1378, 1934]
- right-photo-caption: ಅಫಜಲಪುರ ; ಮಹಾರಾಷ್ಟ್ರ ಶ್ರೀ ಗುರು ಮಹಾಂತೇಶ್ವರ ಮಠದ ಶ್ರೀ ಷ.ಬ್ರ. ವೀರಮಹಾಂತೇಶ್ವರ ಶಿವಾಚಾರ್ಯರ 28ನೇ ಗುರುವಂದನೆ ಕಾರ್ಯಕ್ರಮದ ಅಂಗವಾಗಿ ಸಂಸ್ಥೆಯ ಅಧ್ಯಕ್ಷರಾದ ಅರುಣಕುಮಾರ ಎಂ. ಪಾಟೀಲ ಶ್ರೀಮಠಕ್ಕೆ ಭೇಟಿ ನೀಡಿ ಪರಮ ಪೂಜ್ಯರಿಗೆ ಭಕ್ತಿಪೂರ್ವಕ ಗೌರವ ಸಲ್ಲಿಸಿ, ಶುಭಾಶೀರ್ವಾದ ಪಡೆದರು. ಈ ಸಂದರ್ಭದಲ್ಲಿ ವಿಜಯಕುಮಾರ ಲಿಂಗಶೆಟ್ಟಿ, ಸುಧಾಕರ ಎಸ್.ಕೆ. ಸಂತೋಷ ಲಿಂಗಶೆಟ್ಟಿ ಭಾಗಿಯಾಗಿದ್ದರು.: [950, 1088, 1482, 1162]
- story4-col3: ಮೂಡಿಸಿದೆ. ಸವಿತಾ ಹೂಗಾರ ಮದುವೆಯಾಗಿ ಮಕ್ಕಳಿದ್ದರೂ ಉನ್ನತ ಶಿಕ್ಷಣ ಸಂಸಾರದೊಡನೆ ಸಾಧನೆ ಮಾಡಿದ್ದಾರೆ. ಸಮಾಜದ ಜನರಿಗೆ ಇದು ಪ್ರೇರಣೆಯಾಗಿದೆ. ಈ ಸಂದರ್ಭದಲ್ಲಿ ಕಾರ್ಯಕ್ರಮದಲ್ಲಿ ರಾಜ್ಯ ಪದಾಧಿಕಾರಿಗಳು ಭಾಗವಹಿಸಿ ಸಾಧಕಿಯನ್ನು ಗೌರವಿಸಿದರು. ಅಖಿಲ ಕರ್ನಾಟಕ ಹೂಗಾರ: [586, 1724, 756, 1864]
- story5-caption-col2: ಈ ಭಾಗದಲ್ಲಿ ಉತ್ತಮ ಶಿಕ್ಷಣ ನೀಡುತ್ತಿದ್ದು, ಮುಂದಿನ ದಿನಗಳಲ್ಲಿ ಇನ್ನಷ್ಟು ಅಭಿವೃದ್ಧಿ ಪಡಿಸಲಾಗುವುದು ಎಂದು ಹೇಳಿದರು. ಮುಖ್ಯ ಅತಿಥಿಗಳಾದ ಶ್ರೀ: [406, 2302, 578, 2375]
- story3-col-right: ಸಂಶೋಧನಾ ಕೇಂದ್ರ ಹಾಗೂ ಬೌದ್ಧ ವಿಹಾರವು ಜಿಲ್ಲೆಯಲ್ಲಿ ಶೈಕ್ಷಣಿಕ, ಸಾಂಸ್ಕೃತಿಕ ಚಟುವಟಿಕೆಗಳ ಉತ್ತೇಜನ ಜತೆಗೆ ಸಮಾಜದಲ್ಲಿ ಜಾಗೃತಿ ಮೂಡಿಸಲಿದೆ ಎಂದು ತಿಳಿಸಿದರು. ಭಂತೆ ಜ್ಞಾನಸಾಗರ, ಭಂತೆ ಸಂಘರಕ್ಷಿತ, ಕಾಂಗ್ರೆಸ್ ಜಿಲ್ಲಾ ಘಟಕದ ಪ್ರಧಾನ ಕಾರ್ಯದರ್ಶಿ ವಿನೋದಕುಮಾರ ಅಪ್ಪೆ, ಪ್ರಮುಖರಾದ ಮಾರುತಿ ಬಂಗಾರೆ, ವಿಶಾಲ್ ಆರ್ಯ, ಸುಧಾಕರ ಕೋಸಮ್‌ಕರ್, ದಿಗಂಬರ ಪೂಲೆ, ಶಿವಾನಂದ, ಪವನ ಮಿಠಾರೆ, ಸುಶೀಲ್ ಮತ್ತಿತರರು ಇದ್ದರು.: [763, 1389, 931, 1633]
- story1-photo: [227, 274, 741, 558]
- story2-col5: ಲಕ್ಷಣ್ ದೇವಿ, ಶಾಂತಾದೇವಿ, ಕಡಾಬಾದಿ ದೇವಿ ಸಾನ್ನಿಧ್ಯ ವಹಿಸಿದ್ದರು. ಮಾತನಾಡಿದರು. ಜಯಂತ್ಯುತ್ಸವ ಸಮಿತಿ ಅಧ್ಯಕ್ಷರಾದ ವಾಲ್ಮೀಕ ನಂದು ರಾಥೋಡ್. ಗೌರವ ಅಧ್ಯಕ್ಷ ಆನಂದ ರಾಥೋಡ್. ಉಪಾಧ್ಯಕ್ಷ ಸಂತೋಷ ಆಡೆ, ಕಾಂಗ್ರೆಸ್ ಮುಖಂಡರಾದ ಸುಭಾಷ ರಾಠೋಡ, ಅರವಿಂದ ಚವ್ಹಾಣ, ಪ್ರಮುಖರಾದ ಮಾಜಿ ಸಚಿವ ರೇವುನಾಯಕ ಬೆಳಮಗಿ, ಸೋಮಶೇಖರ ಗೋನಾಯಕ್, ಮಾಜಿ ಜಿಲ್ಲಾ ಪಂಚಾಯತ್ ಸದಸ್ಯ ಅರವಿಂದ ಚೌಹಾಣ್, ರಾಜಕುಮಾರ ಪವಾರ, ವಿಜಯಕುಮಾರ ಜಾಧವ, ಸುನೀತಾ ರಾಠೋಡ, ಲಲಿತಾ ಜಾಧವ, ಆನಂದ ಪಾಟೀಲ್, ಸಂಗಯ್ಯ ಹಿರೇಮಠ, ಹಣಮಂತ ಚವ್ಹಾಣ, ಬಾಬುರಾವ ರಾಠೋಡ, ವಿನೋದ್ ಪಾಟೀಲ್, ರಾಜು ಪವಾರ, ಸುಶೀಲ ಬಾಯಿ ರಾಥೋಡ್, ಪವನ್ ಕುಮಾರ್ ರಾಥೋಡ್, ಸುಭಾಷ್ ಧ್ಯಾಗಿ, ನೇರು ಖಲೀಲ್ ಸುಲ್ತಾನ, ನಾರಾಯಣ ರಾಠೋಡ, ಬಾಬು ರಾವ್ ರಾಥೋಡ್ ಸ್ವಾಗತಿಸಿದರು.: [763, 818, 931, 1269]
- header-email[interactable]: contact@sanjevani.com: [1296, 108, 1482, 126]
- header-contact-line: ಕಲಬುರಗಿ | ಜಾಹೀರಾತಿಗಾಗಿ ಸಂಪರ್ಕಿಸಿ – 94498 71843: [1110, 83, 1439, 101]
- story1-headline-line1: ಕಲಬುರಗಿ ಅಹ್ಮದಿಯಾ ಮುಸ್ಲೀಮ ಸಮಾಜದಿಂದ: [80, 139, 913, 202]
- story4-caption-col1: ಮಾಡುತ್ತಿದ್ದಾರೆ. ಶಿಕ್ಷಣಕ್ಕೆ ಪ್ರಮುಖ: [227, 1988, 360, 2002]
- story2-col1: ಕಲಬುರ್ಗಿ:ಬಂಜಾರಾ ಸಮುದಾಯದ ಎಂದರೆ ಮಾತಿನಂತೆ ನಡೆಯುವ ಸಮಾಜ. ಕೊಟ್ಟ ಮಾತಿನಂತೆ ನಡೆಯುವ ಸಮಾಜ ಅಂದ್ರೆ ಬಂಜಾರ ಸಮಾಜ ಹಾಗೂ ಪರಂಪರೆಯನ್ನು ಹಾಗೂ ಸತ್ಪರಂಪರೆಯನ್ನು ಗೌರವಿಸುವ ಸಮಾಜ ಬಂಜಾರ ಸಮುದಾಯ ಸಮಾಜ ಎಂದು ಶಾಸಕ ಬಸವರಾಜ್ ಮತ್ತಿಮಡ್ ತಿಳಿಸಿದರು. ಬಂಜಾರ ಸಮುದಾಯದ ಸಾಂಸ್ಕೃತಿಕ ಪರಂಪರೆ, ವಿಶಿಷ್ಟ ಸಂಸ್ಕೃತಿಯನ್ನು ಗುರುತಿಸಿಕೊಳ್ಳಬೇಕು. ಸಂತ ಸೇವಾಲಾಲ ಮಹಾರಾಜರ ಆದರ್ಶಗಳು ಬಂಜಾರ ಸಮುದಾಯಕ್ಕೆ ಮಾರ್ಗದರ್ಶಕವಾಗಿವೆ ಎಂದು ಗ್ರಾಮೀಣ ಮತಕ್ಷೇತ್ರದ ಶಾಸಕ ಬಸವರಾಜ್ ಮತ್ತಿಮಡ್ ಹೇಳಿದರು.: [49, 818, 219, 1124]
- story7-col2: ಬಿ. ಸೂರ್ಯವಂಶಿ ತಿಳಿಸಿದರು. ಪ್ರೊ.ಎಲ್.ಆರ್.ವೈದ್ಯನಾಥನ್ ಸಮಿತಿಯು 1 ರಿಂದ 10 ನೇ ತರಗತಿ ವರೆಗೆ ದೈಹಿಕ ಶಿಕ್ಷಣ ಕಡ್ಡಾಯಗೊಳಿಸಬೇಕು ಎಂದು 2006 ರಲ್ಲಿ ನೀಡಿದ ವರದಿ ಪರಿಣಾಮ ಧಾರವಾಡದ ಡಾ. ಆನಂದಪಾಂಡುರಂಗ ಅಧ್ಯಕ್ಷತೆಯಲ್ಲಿ ಪಠ್ಯಪುಸ್ತಕ ರಚನಾ ಸಮಿತಿ ರಚಿಸಲಾಗಿತ್ತು. ಬಳಿಕ 6 ರಿಂದ 10ನೇ ತರಗತಿ ವರೆಗೆ ದೈಹಿಕ ಶಿಕ್ಷಣ ಪುಸ್ತಕ ರಚಿಸಿ ಪ್ರತಿ ವರ್ಷ ಶಾಲೆಗಳಿಗೆ ಸರಬರಾಜು ಮಾಡುತ್ತಾ ಬರಲಾಗಿದೆ ಎಂದು ತಿಳಿಸಿದರು. ಇದೀಗ ಏಕಾಏಕಿ ದೈಹಿಕ ಶಿಕ್ಷಣದ ಬದಲಾಗಿ ಮೌಲ್ಯ ಶಿಕ್ಷಣ ಪುಸ್ತಕ ಮುದ್ರಣಕ್ಕೆ ಸರ್ಕಾರ ಮುಂದಾಗಿರುವುದು ದೈಹಿಕ ಶಿಕ್ಷಕರಲ್ಲಿ ಆತಂಕ ಹುಟ್ಟಿಸಿದೆ. ದೈಹಿಕ ಶಿಕ್ಷಣ ಪುಸ್ತಕವು ವಿದ್ಯಾರ್ಥಿಗಳ ಮಾನಸಿಕ, ದೈಹಿಕ ಬೆಳವಣಿಗೆಗೆ ಪೂರಕವಾಗಿದೆ ಎಂದರು.: [1128, 1409, 1300, 1756]
- story1-headline-line2: ಅದ್ದೂರಿ "ಯೌಮೆ ಮುಸ್ಲೆಹ್ ಮಔದ್": [149, 205, 844, 269]
